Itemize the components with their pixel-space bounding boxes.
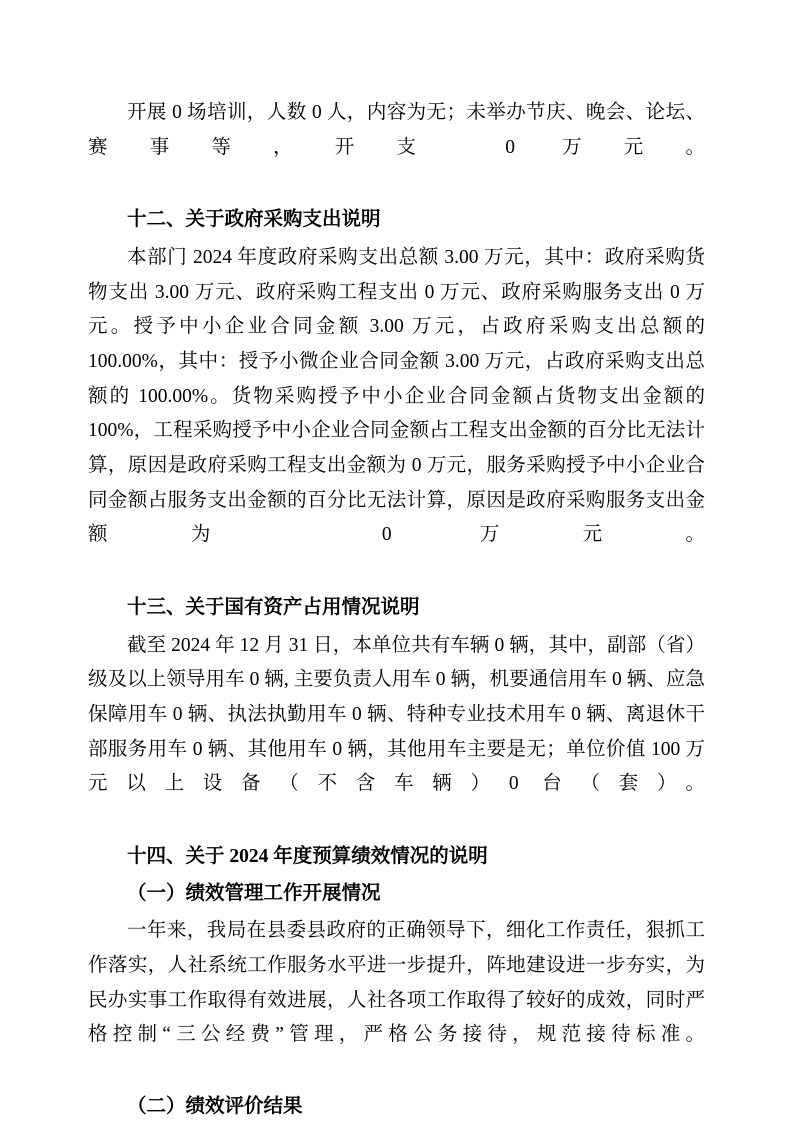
subheading-14-1: （一）绩效管理工作开展情况 [127,883,381,905]
heading-section-14: 十四、关于 2024 年度预算绩效情况的说明 [127,845,488,867]
subheading-14-2: （二）绩效评价结果 [127,1095,303,1117]
paragraph-14-1: 一年来，我局在县委县政府的正确领导下，细化工作责任，狠抓工作落实，人社系统工作服务水平进一步提升，阵地建设进一步夯实，为民办实事工作取得有效进展，人社各项工作取得了较好的成效，同时严格控制“三公经费”管理，严格公务接待，规范接待标准。 [88,920,705,1046]
paragraph-training: 开展 0 场培训，人数 0 人，内容为无；未举办节庆、晚会、论坛、赛事等，开支 0 万元。 [88,102,705,158]
heading-section-12: 十二、关于政府采购支出说明 [127,209,381,231]
paragraph-section-12: 本部门 2024 年度政府采购支出总额 3.00 万元，其中：政府采购货物支出 3.00 万元、政府采购工程支出 0 万元、政府采购服务支出 0 万元。授予中小企业合同金额 3.00 万元，占政府采购支出总额的 100.00%，其中：授予小微企业合同金额 3.00 万元，占政府采购支出总额的 100.00%。货物采购授予中小企业合同金额占货物支出金额的 100%，工程采购授予中小企业合同金额占工程支出金额的百分比无法计算，原因是政府采购工程支出金额为 0 万元，服务采购授予中小企业合同金额占服务支出金额的百分比无法计算，原因是政府采购服务支出金额为 0 万元。 [88,246,705,546]
heading-section-13: 十三、关于国有资产占用情况说明 [127,596,420,618]
document-body [88,96,705,1122]
paragraph-section-13: 截至 2024 年 12 月 31 日，本单位共有车辆 0 辆，其中，副部（省）级及以上领导用车 0 辆, 主要负责人用车 0 辆，机要通信用车 0 辆、应急保障用车 0 辆、执法执勤用车 0 辆、特种专业技术用车 0 辆、离退休干部服务用车 0 辆、其他用车 0 辆，其他用车主要是无；单位价值 100 万元以上设备（不含车辆）0 台（套）。 [88,634,705,795]
